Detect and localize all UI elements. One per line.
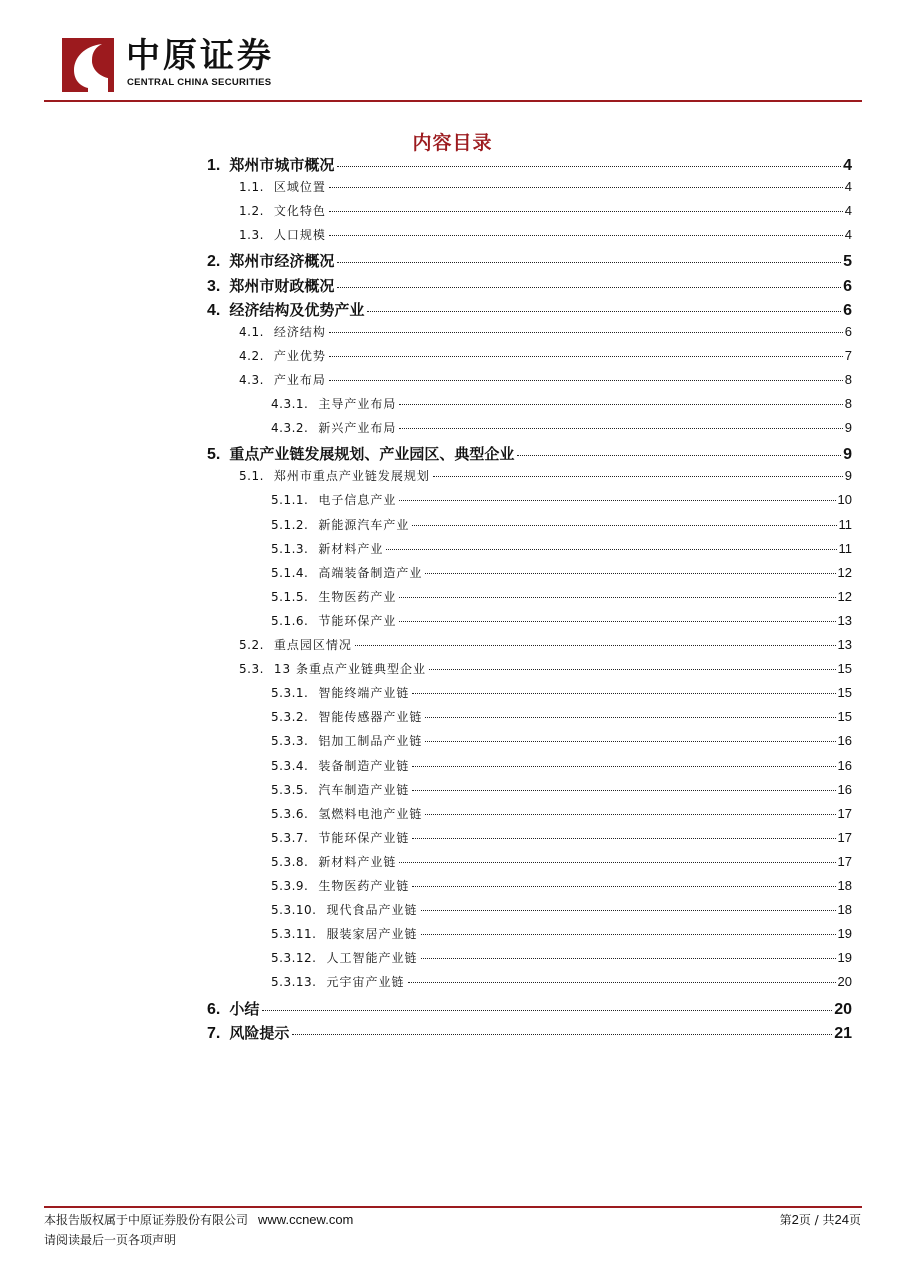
toc-entry[interactable] xyxy=(239,636,852,660)
toc-entry-label: 智能传感器产业链 xyxy=(318,710,423,725)
toc-entry-label: 经济结构 xyxy=(273,324,326,339)
toc-dot-leader xyxy=(337,262,841,263)
toc-entry-label: 产业布局 xyxy=(273,372,326,387)
toc-entry-page: 15 xyxy=(837,685,852,701)
toc-entry-page: 16 xyxy=(837,733,852,749)
toc-entry-number: 5. xyxy=(207,446,221,464)
toc-entry-page: 6 xyxy=(843,301,852,319)
page-mid: 页 / 共 xyxy=(798,1213,835,1227)
toc-entry-label: 装备制造产业链 xyxy=(318,758,410,773)
toc-entry-number: 1.2. xyxy=(239,204,264,219)
toc-entry-page: 5 xyxy=(843,253,852,271)
toc-entry-number: 5.3.1. xyxy=(271,686,309,701)
page-number xyxy=(780,1211,861,1228)
toc-entry-page: 15 xyxy=(837,661,852,677)
toc-entry[interactable] xyxy=(239,347,852,371)
toc-entry-number: 5.3.3. xyxy=(271,734,309,749)
toc-entry-label: 区域位置 xyxy=(273,180,326,195)
toc-dot-leader xyxy=(399,500,835,501)
toc-entry[interactable] xyxy=(271,612,852,636)
toc-dot-leader xyxy=(433,476,843,477)
toc-dot-leader xyxy=(425,814,835,815)
toc-entry-page: 19 xyxy=(837,950,852,966)
footer-disclaimer: 请阅读最后一页各项声明 xyxy=(44,1233,177,1247)
toc-entry-label: 生物医药产业链 xyxy=(318,879,410,893)
toc-entry-number: 1.3. xyxy=(239,228,264,243)
toc-entry[interactable] xyxy=(239,371,852,395)
toc-entry[interactable] xyxy=(271,732,852,756)
toc-entry-number: 4.3.2. xyxy=(271,421,309,436)
toc-entry-label: 节能环保产业 xyxy=(318,613,397,628)
toc-entry[interactable] xyxy=(207,998,852,1022)
toc-dot-leader xyxy=(412,886,835,887)
toc-entry-page: 4 xyxy=(843,157,852,174)
toc-entry-page: 21 xyxy=(834,1024,852,1042)
toc-entry-label: 郑州市城市概况 xyxy=(229,156,335,174)
toc-entry-label: 新材料产业链 xyxy=(318,854,397,869)
toc-entry[interactable] xyxy=(239,178,852,202)
toc-entry-number: 6. xyxy=(207,1000,221,1018)
toc-dot-leader xyxy=(292,1034,832,1035)
toc-entry-label: 节能环保产业链 xyxy=(318,830,410,845)
toc-entry[interactable] xyxy=(271,805,852,829)
toc-entry-number: 4. xyxy=(207,301,221,319)
toc-entry-page: 9 xyxy=(844,468,852,484)
toc-entry[interactable] xyxy=(271,708,852,732)
toc-entry-label: 元宇宙产业链 xyxy=(326,975,405,990)
toc-dot-leader xyxy=(412,790,835,791)
toc-entry-number: 4.3. xyxy=(239,372,264,387)
toc-dot-leader xyxy=(329,380,843,381)
toc-entry-label: 智能终端产业链 xyxy=(318,686,410,701)
footer-divider xyxy=(44,1206,862,1208)
toc-entry[interactable] xyxy=(207,250,852,274)
toc-dot-leader xyxy=(421,934,836,935)
page-suffix: 页 xyxy=(848,1213,861,1227)
toc-entry-number: 5.1.4. xyxy=(271,565,309,580)
toc-entry-number: 5.3.9. xyxy=(271,879,309,893)
toc-entry-number: 5.3.13. xyxy=(271,975,317,990)
toc-entry-page: 11 xyxy=(838,540,852,556)
toc-entry-number: 5.3.2. xyxy=(271,710,309,725)
copyright-text: 本报告版权属于中原证券股份有限公司 xyxy=(44,1213,249,1227)
toc-entry-number: 5.1.3. xyxy=(271,541,309,556)
toc-entry[interactable] xyxy=(271,395,852,419)
toc-entry-number: 5.3.4. xyxy=(271,758,309,773)
toc-entry-page: 13 xyxy=(837,637,852,652)
toc-dot-leader xyxy=(421,958,836,959)
toc-entry-label: 氢燃料电池产业链 xyxy=(318,806,423,821)
toc-entry-number: 4.2. xyxy=(239,348,264,363)
toc-entry-label: 服装家居产业链 xyxy=(326,927,418,942)
toc-dot-leader xyxy=(399,621,835,622)
toc-entry-label: 新兴产业布局 xyxy=(318,421,397,436)
toc-entry-label: 新材料产业 xyxy=(318,541,384,556)
toc-dot-leader xyxy=(399,404,842,405)
toc-entry-page: 17 xyxy=(837,829,852,845)
toc-dot-leader xyxy=(412,838,835,839)
toc-entry-page: 11 xyxy=(838,516,852,532)
toc-dot-leader xyxy=(421,910,836,911)
toc-entry[interactable] xyxy=(271,419,852,443)
toc-entry-number: 5.3. xyxy=(239,662,264,677)
toc-entry-page: 10 xyxy=(837,492,852,508)
toc-entry-page: 8 xyxy=(844,396,852,411)
toc-entry-number: 4.3.1. xyxy=(271,397,309,411)
toc-dot-leader xyxy=(399,862,835,863)
toc-entry-page: 19 xyxy=(837,926,852,942)
page-current: 2 xyxy=(791,1212,799,1227)
toc-entry-label: 电子信息产业 xyxy=(318,493,397,508)
toc-dot-leader xyxy=(355,645,836,646)
toc-entry-number: 5.3.12. xyxy=(271,951,317,966)
toc-entry-label: 风险提示 xyxy=(229,1023,290,1042)
toc-dot-leader xyxy=(425,717,835,718)
toc-entry-label: 生物医药产业 xyxy=(318,589,397,604)
toc-entry-number: 5.3.5. xyxy=(271,782,309,797)
toc-dot-leader xyxy=(517,455,841,456)
toc-entry-page: 18 xyxy=(837,902,852,918)
toc-entry-number: 5.1.1. xyxy=(271,493,309,508)
toc-entry[interactable] xyxy=(239,467,852,491)
toc-entry-page: 17 xyxy=(837,805,852,821)
toc-entry-number: 5.1.6. xyxy=(271,613,309,628)
toc-entry-number: 5.1.2. xyxy=(271,517,309,532)
toc-entry[interactable] xyxy=(239,323,852,347)
toc-entry[interactable] xyxy=(207,154,852,178)
toc-entry-number: 1.1. xyxy=(239,180,264,195)
toc-entry[interactable] xyxy=(239,660,852,684)
toc-entry[interactable] xyxy=(207,299,852,323)
toc-entry[interactable] xyxy=(271,684,852,708)
toc-entry-number: 5.3.8. xyxy=(271,854,309,869)
toc-entry[interactable] xyxy=(271,829,852,853)
toc-entry-label: 高端装备制造产业 xyxy=(318,565,423,580)
toc-dot-leader xyxy=(262,1010,832,1011)
toc-entry-label: 文化特色 xyxy=(273,204,326,219)
toc-entry[interactable] xyxy=(271,853,852,877)
toc-dot-leader xyxy=(412,766,835,767)
toc-entry-page: 4 xyxy=(844,179,852,195)
toc-entry-page: 6 xyxy=(844,323,852,339)
toc-entry-page: 7 xyxy=(844,347,852,363)
toc-entry[interactable] xyxy=(271,588,852,612)
toc-entry-label: 13 条重点产业链典型企业 xyxy=(273,662,426,677)
toc-entry-page: 16 xyxy=(837,781,852,797)
toc-entry-page: 18 xyxy=(837,878,852,893)
header-divider xyxy=(44,100,862,102)
toc-entry-number: 5.1. xyxy=(239,469,264,484)
toc-entry[interactable] xyxy=(271,540,852,564)
toc-dot-leader xyxy=(399,597,835,598)
toc-entry-page: 8 xyxy=(844,371,852,387)
toc-entry-label: 小结 xyxy=(229,999,260,1018)
toc-entry-label: 人工智能产业链 xyxy=(326,951,418,966)
toc-entry-number: 5.3.6. xyxy=(271,806,309,821)
toc-entry[interactable] xyxy=(271,564,852,588)
toc-entry-label: 经济结构及优势产业 xyxy=(229,300,365,319)
toc-entry-page: 9 xyxy=(843,446,852,464)
toc-entry-page: 17 xyxy=(837,853,852,869)
toc-dot-leader xyxy=(425,741,835,742)
toc-entry-page: 12 xyxy=(837,564,852,580)
toc-dot-leader xyxy=(408,982,836,983)
toc-dot-leader xyxy=(425,573,835,574)
toc-entry[interactable] xyxy=(207,443,852,467)
toc-dot-leader xyxy=(329,187,843,188)
toc-dot-leader xyxy=(399,428,842,429)
toc-entry[interactable] xyxy=(271,901,852,925)
toc-entry-number: 2. xyxy=(207,253,221,271)
toc-entry[interactable] xyxy=(271,491,852,515)
toc-entry[interactable] xyxy=(271,757,852,781)
toc-entry[interactable] xyxy=(207,275,852,299)
toc-entry-label: 郑州市重点产业链发展规划 xyxy=(273,469,430,484)
toc-entry[interactable] xyxy=(271,949,852,973)
toc-entry[interactable] xyxy=(207,1022,852,1046)
toc-entry-number: 7. xyxy=(207,1024,221,1042)
toc-entry-number: 5.3.11. xyxy=(271,927,317,942)
toc-dot-leader xyxy=(367,311,841,312)
toc-entry[interactable] xyxy=(271,877,852,901)
logo-english-name: CENTRAL CHINA SECURITIES xyxy=(127,77,272,88)
toc-entry-page: 4 xyxy=(844,227,852,243)
toc-dot-leader xyxy=(329,332,843,333)
toc-entry[interactable] xyxy=(271,781,852,805)
logo-chinese-name: 中原证券 xyxy=(126,36,274,76)
toc-entry-number: 5.3.7. xyxy=(271,830,309,845)
toc-entry[interactable] xyxy=(239,226,852,250)
toc-dot-leader xyxy=(337,166,841,167)
toc-entry-label: 新能源汽车产业 xyxy=(318,517,410,532)
page-prefix: 第 xyxy=(779,1213,792,1227)
page-header xyxy=(0,0,905,104)
toc-entry-number: 3. xyxy=(207,277,221,295)
toc-entry-label: 主导产业布局 xyxy=(318,397,397,411)
toc-entry-label: 人口规模 xyxy=(273,228,326,243)
page-total: 24 xyxy=(834,1212,849,1227)
toc-entry-page: 15 xyxy=(837,709,852,725)
toc-dot-leader xyxy=(337,287,841,288)
toc-entry-label: 郑州市经济概况 xyxy=(229,252,335,271)
toc-entry-label: 郑州市财政概况 xyxy=(229,276,335,295)
toc-entry-label: 重点园区情况 xyxy=(273,638,352,652)
toc-entry-label: 汽车制造产业链 xyxy=(318,782,410,797)
toc-entry-page: 20 xyxy=(834,1000,852,1018)
toc-entry-label: 重点产业链发展规划、产业园区、典型企业 xyxy=(229,445,515,464)
company-logo-icon xyxy=(62,38,114,92)
website-link[interactable]: www.ccnew.com xyxy=(258,1212,354,1227)
toc-entry-number: 1. xyxy=(207,157,221,174)
toc-dot-leader xyxy=(429,669,836,670)
toc-entry-page: 13 xyxy=(837,612,852,628)
toc-entry-page: 4 xyxy=(844,203,852,219)
toc-entry-page: 6 xyxy=(843,277,852,295)
toc-entry-page: 12 xyxy=(837,588,852,604)
toc-dot-leader xyxy=(386,549,836,550)
toc-entry-page: 9 xyxy=(844,420,852,436)
toc-dot-leader xyxy=(329,211,843,212)
toc-entry[interactable] xyxy=(271,925,852,949)
toc-entry[interactable] xyxy=(239,202,852,226)
toc-entry-number: 4.1. xyxy=(239,324,264,339)
toc-entry-number: 5.1.5. xyxy=(271,589,309,604)
toc-entry-page: 16 xyxy=(837,757,852,773)
toc-entry-page: 20 xyxy=(837,974,852,990)
toc-entry-label: 铝加工制品产业链 xyxy=(318,734,423,749)
toc-entry-label: 现代食品产业链 xyxy=(326,903,418,918)
footer-copyright-line xyxy=(44,1211,353,1228)
toc-dot-leader xyxy=(412,693,835,694)
toc-entry[interactable] xyxy=(271,516,852,540)
toc-dot-leader xyxy=(329,235,843,236)
toc-entry-number: 5.3.10. xyxy=(271,903,317,918)
toc-title: 内容目录 xyxy=(412,132,493,154)
toc-dot-leader xyxy=(329,356,843,357)
toc-entry-label: 产业优势 xyxy=(273,348,326,363)
toc-entry-number: 5.2. xyxy=(239,638,264,652)
toc-entry[interactable] xyxy=(271,973,852,997)
toc-dot-leader xyxy=(412,525,836,526)
